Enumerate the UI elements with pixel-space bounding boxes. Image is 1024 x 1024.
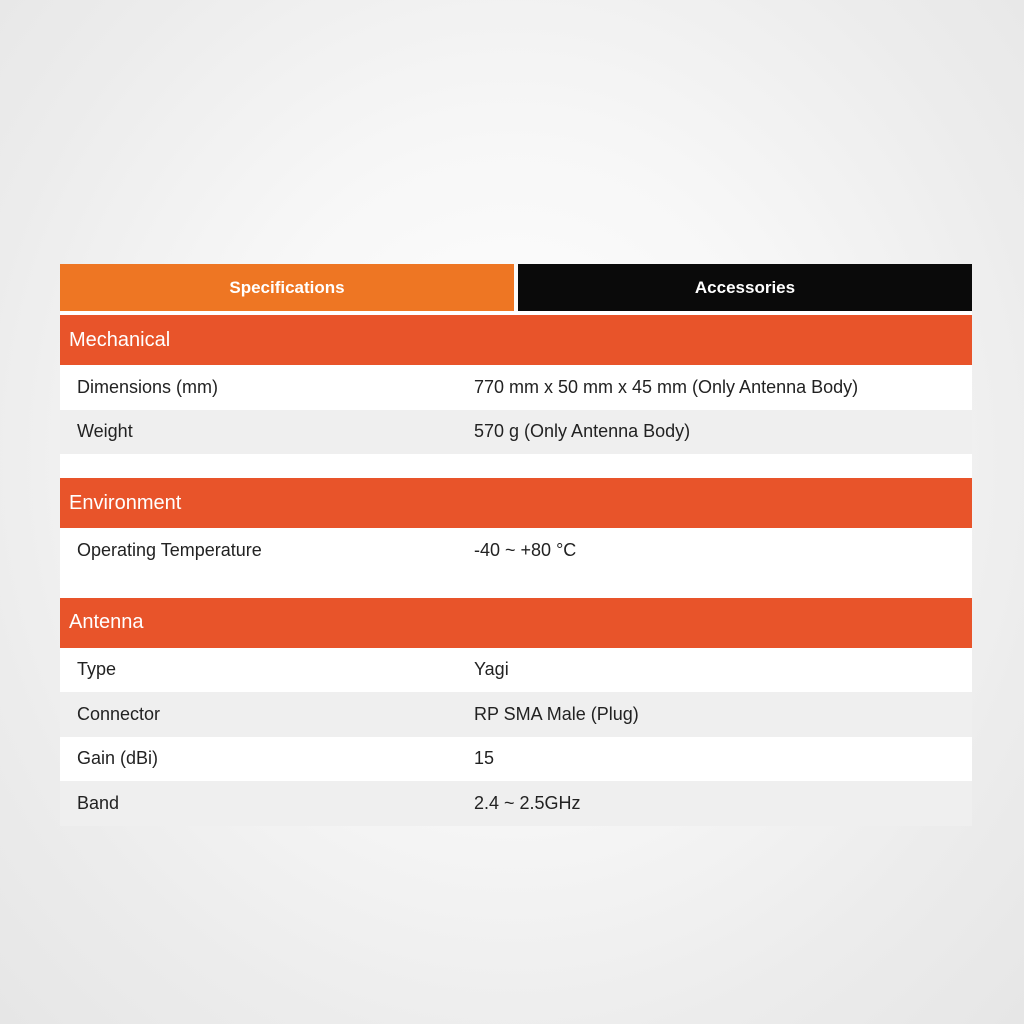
spec-label: Gain (dBi)	[77, 748, 159, 769]
spacer	[60, 454, 972, 478]
spec-value: -40 ~ +80 °C	[474, 539, 577, 560]
spec-value: Yagi	[474, 659, 509, 680]
spec-panel	[60, 264, 972, 826]
section-header-mechanical: Mechanical	[60, 315, 972, 365]
tab-bar	[60, 264, 972, 311]
spec-row	[60, 781, 972, 826]
spec-label: Dimensions (mm)	[77, 376, 219, 397]
spec-value: 2.4 ~ 2.5GHz	[474, 792, 581, 813]
spec-label: Weight	[77, 421, 133, 442]
spec-label: Type	[77, 659, 117, 680]
spec-value: RP SMA Male (Plug)	[474, 703, 639, 724]
section-header-environment: Environment	[60, 478, 972, 528]
tab-specifications[interactable]: Specifications	[60, 264, 514, 311]
tab-accessories[interactable]: Accessories	[518, 264, 972, 311]
spec-value: 15	[474, 748, 495, 769]
spec-row	[60, 692, 972, 737]
spacer	[60, 573, 972, 598]
spec-label: Operating Temperature	[77, 539, 262, 560]
spec-value: 570 g (Only Antenna Body)	[474, 421, 691, 442]
spec-row	[60, 648, 972, 693]
spec-row	[60, 528, 972, 573]
spec-label: Connector	[77, 703, 161, 724]
spec-row	[60, 737, 972, 782]
spec-row	[60, 410, 972, 455]
spec-value: 770 mm x 50 mm x 45 mm (Only Antenna Body)	[474, 376, 859, 397]
spec-label: Band	[77, 792, 120, 813]
spec-row	[60, 365, 972, 410]
section-header-antenna: Antenna	[60, 598, 972, 648]
